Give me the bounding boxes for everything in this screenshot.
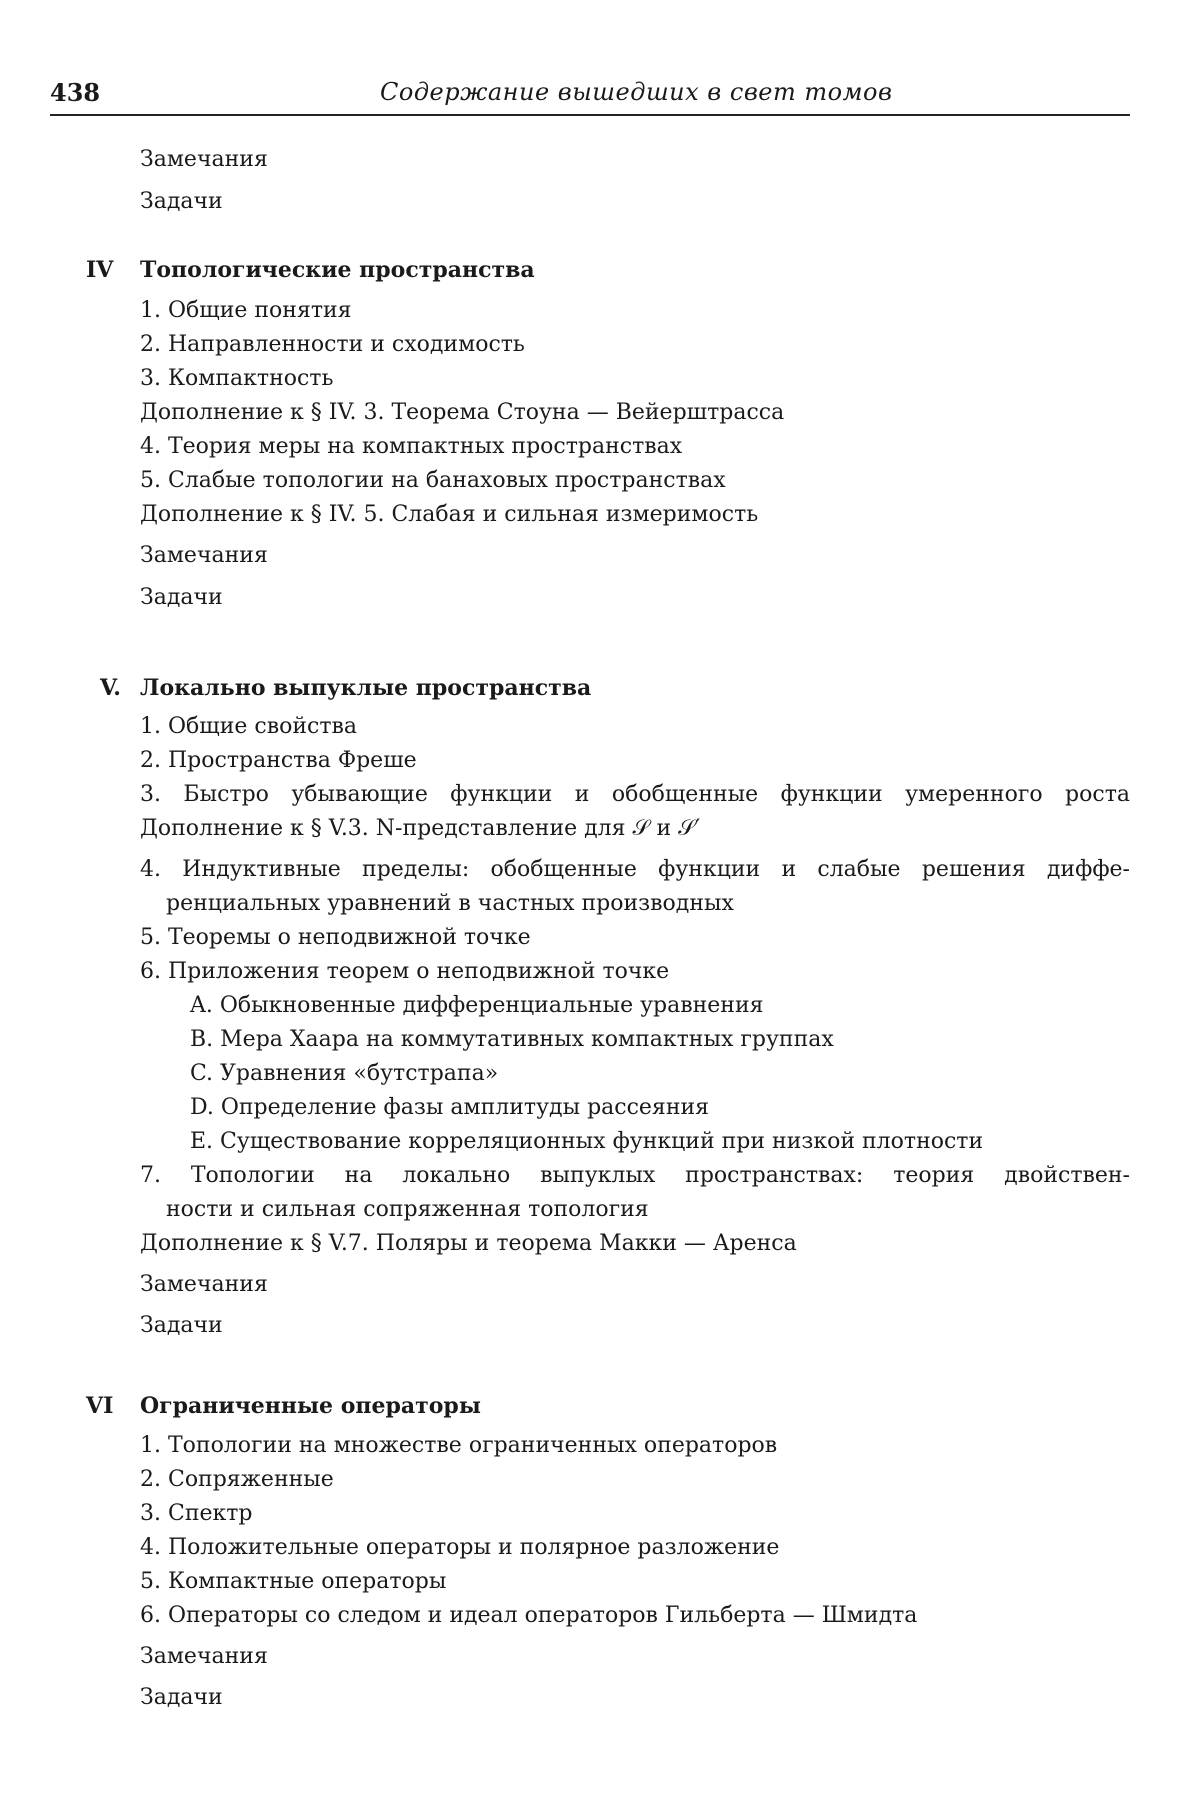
toc-entry-remarks: Замечания [140,543,268,568]
toc-entry: Дополнение к § IV. 5. Слабая и сильная измеримость [140,502,759,527]
chapter-number: V. [100,675,121,701]
toc-entry-remarks: Замечания [140,1644,268,1669]
toc-entry: 1. Общие понятия [140,298,352,323]
toc-entry: 3. Быстро убывающие функции и обобщенные функции умеренного роста [140,782,1130,807]
toc-entry: 5. Слабые топологии на банаховых пространствах [140,468,726,493]
toc-entry: 4. Индуктивные пределы: обобщенные функции и слабые решения диффе- [140,857,1130,882]
toc-subentry: E. Существование корреляционных функций при низкой плотности [190,1129,984,1154]
toc-subentry: C. Уравнения «бутстрапа» [190,1061,499,1086]
toc-entry: 7. Топологии на локально выпуклых пространствах: теория двойствен- [140,1163,1130,1188]
toc-entry: 6. Операторы со следом и идеал операторов Гильберта — Шмидта [140,1603,918,1628]
toc-entry: 3. Спектр [140,1501,253,1526]
chapter-title: Топологические пространства [140,257,535,283]
toc-entry: 1. Общие свойства [140,714,358,739]
toc-entry: 4. Теория меры на компактных пространствах [140,434,683,459]
toc-entry-remarks: Замечания [140,1272,268,1297]
toc-entry: 3. Компактность [140,366,334,391]
toc-entry: 6. Приложения теорем о неподвижной точке [140,959,670,984]
page-header [50,74,1130,116]
toc-entry: 5. Компактные операторы [140,1569,447,1594]
chapter-title: Локально выпуклые пространства [140,675,592,701]
toc-entry-remarks: Замечания [140,147,268,172]
toc-entry: Дополнение к § V.7. Поляры и теорема Макки — Аренса [140,1231,797,1256]
toc-entry-continuation: ности и сильная сопряженная топология [166,1197,649,1222]
toc-entry: Дополнение к § V.3. N-представление для 𝒮 и 𝒮′ [140,816,701,841]
toc-entry: 5. Теоремы о неподвижной точке [140,925,531,950]
toc-entry: 1. Топологии на множестве ограниченных операторов [140,1433,778,1458]
toc-subentry: A. Обыкновенные дифференциальные уравнения [190,993,764,1018]
chapter-number: IV [86,257,114,283]
toc-subentry: B. Мера Хаара на коммутативных компактных группах [190,1027,834,1052]
running-title: Содержание вышедших в свет томов [380,78,893,106]
chapter-title: Ограниченные операторы [140,1393,481,1419]
toc-entry: 2. Пространства Фреше [140,748,417,773]
toc-entry: 2. Сопряженные [140,1467,334,1492]
toc-entry-problems: Задачи [140,1313,223,1338]
toc-entry-continuation: ренциальных уравнений в частных производных [166,891,734,916]
toc-entry: 4. Положительные операторы и полярное разложение [140,1535,780,1560]
toc-subentry: D. Определение фазы амплитуды рассеяния [190,1095,710,1120]
page-number: 438 [50,78,101,107]
chapter-number: VI [86,1393,114,1419]
toc-entry: Дополнение к § IV. 3. Теорема Стоуна — Вейерштрасса [140,400,785,425]
toc-entry-problems: Задачи [140,585,223,610]
toc-entry-problems: Задачи [140,1685,223,1710]
toc-entry: 2. Направленности и сходимость [140,332,525,357]
toc-entry-problems: Задачи [140,189,223,214]
